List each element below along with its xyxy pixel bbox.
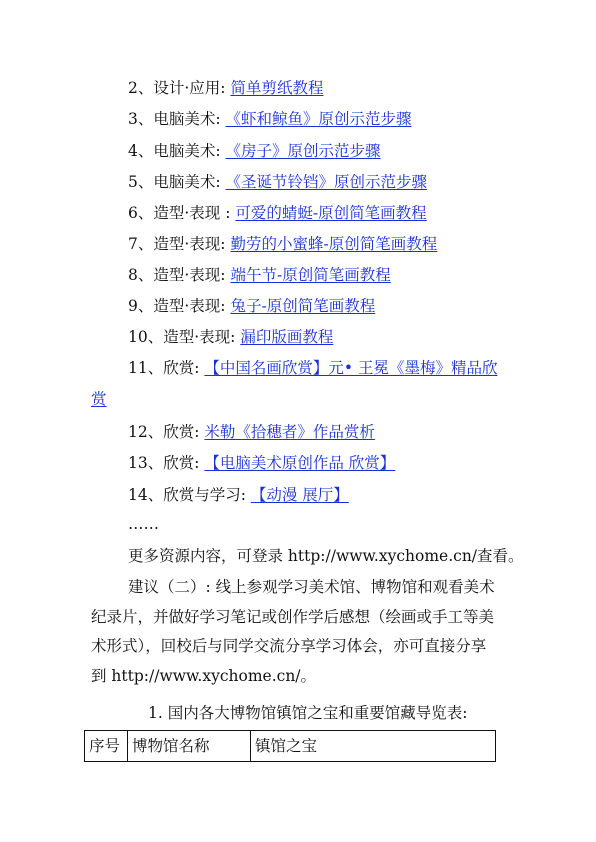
- list-item: [128, 358, 497, 378]
- list-item: [128, 203, 427, 223]
- list-item: [128, 141, 381, 161]
- list-item: [128, 327, 333, 347]
- resource-link[interactable]: 米勒《拾穗者》作品赏析: [204, 423, 375, 441]
- table-caption: 1. 国内各大博物馆镇馆之宝和重要馆藏导览表:: [148, 704, 468, 722]
- list-item-continuation: [91, 389, 107, 409]
- item-prefix: 2、设计·应用:: [128, 79, 231, 97]
- list-item: [128, 172, 427, 192]
- resource-link[interactable]: 勤劳的小蜜蜂-原创简笔画教程: [230, 235, 438, 253]
- suggestion-line: 到 http://www.xychome.cn/。: [91, 666, 317, 685]
- more-resources-text: 更多资源内容，可登录 http://www.xychome.cn/查看。: [128, 547, 524, 565]
- item-prefix: 8、造型·表现:: [128, 266, 231, 284]
- list-item: [128, 78, 323, 98]
- item-prefix: 6、造型·表现 :: [128, 204, 236, 222]
- list-item: [128, 296, 375, 316]
- resource-link[interactable]: 《房子》原创示范步骤: [225, 142, 381, 160]
- resource-link[interactable]: 【中国名画欣赏】元• 王冕《墨梅》精品欣: [204, 359, 498, 377]
- item-prefix: 13、欣赏:: [128, 454, 205, 472]
- item-prefix: 5、电脑美术:: [128, 173, 226, 191]
- resource-link[interactable]: 【电脑美术原创作品 欣赏】: [204, 454, 396, 472]
- item-prefix: 9、造型·表现:: [128, 297, 231, 315]
- resource-link[interactable]: 《虾和鲸鱼》原创示范步骤: [225, 110, 412, 128]
- suggestion-line: 术形式），回校后与同学交流分享学习体会，亦可直接分享: [91, 637, 487, 655]
- museum-table: [84, 730, 496, 762]
- item-prefix: 14、欣赏与学习:: [128, 486, 251, 504]
- list-item: [128, 109, 412, 129]
- resource-link[interactable]: 可爱的蜻蜓-原创简笔画教程: [235, 204, 427, 222]
- item-prefix: 7、造型·表现:: [128, 235, 231, 253]
- resource-link[interactable]: 《圣诞节铃铛》原创示范步骤: [225, 173, 428, 191]
- resource-link[interactable]: 漏印版画教程: [240, 328, 334, 346]
- table-header-cell: 序号: [85, 731, 128, 761]
- item-prefix: 10、造型·表现:: [128, 328, 241, 346]
- resource-link[interactable]: 赏: [91, 390, 107, 408]
- resource-link[interactable]: 【动漫 展厅】: [250, 486, 349, 504]
- item-prefix: 12、欣赏:: [128, 423, 205, 441]
- list-item: [128, 265, 391, 285]
- item-prefix: 4、电脑美术:: [128, 142, 226, 160]
- resource-link[interactable]: 简单剪纸教程: [230, 79, 324, 97]
- list-item: [128, 453, 395, 473]
- suggestion-line: 建议（二）: 线上参观学习美术馆、博物馆和观看美术: [128, 578, 495, 596]
- resource-link[interactable]: 兔子-原创简笔画教程: [230, 297, 376, 315]
- item-prefix: 11、欣赏:: [128, 359, 205, 377]
- list-item: [128, 234, 437, 254]
- resource-link[interactable]: 端午节-原创简笔画教程: [230, 266, 391, 284]
- list-item: [128, 485, 349, 505]
- ellipsis: ……: [128, 515, 159, 533]
- list-item: [128, 422, 375, 442]
- table-header-cell: 镇馆之宝: [255, 737, 318, 755]
- item-prefix: 3、电脑美术:: [128, 110, 226, 128]
- table-header-cell: 博物馆名称: [128, 731, 251, 761]
- suggestion-line: 纪录片，并做好学习笔记或创作学后感想（绘画或手工等美: [91, 607, 495, 626]
- suggestion-paragraph: [91, 573, 511, 691]
